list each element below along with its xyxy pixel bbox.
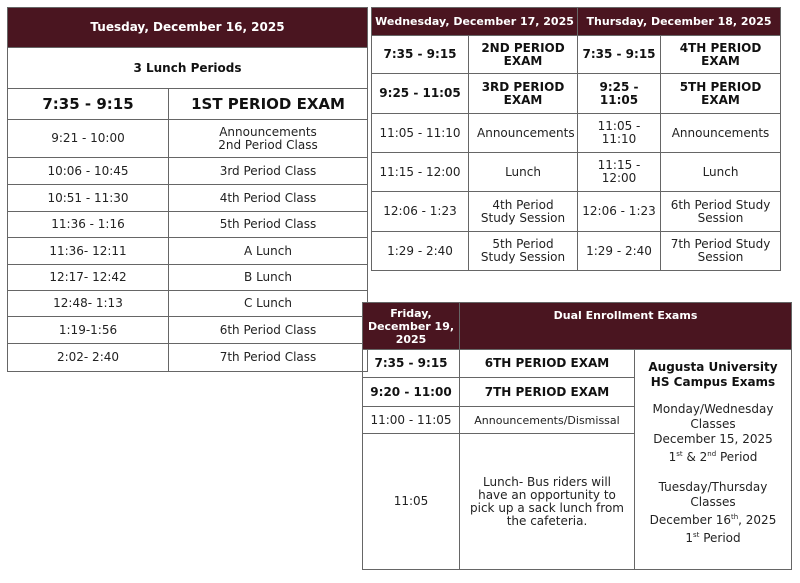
- dual-heading: Augusta University HS Campus Exams: [648, 360, 778, 389]
- thu-label-cell: 6th Period Study Session: [661, 192, 781, 232]
- label-cell: 6th Period Class: [169, 317, 368, 344]
- table-row: [8, 344, 368, 372]
- thu-label-cell: Lunch: [661, 153, 781, 192]
- table-row: [372, 153, 781, 192]
- label-cell: Announcements 2nd Period Class: [169, 120, 368, 158]
- exam-time: 7:35 - 9:15: [8, 89, 169, 120]
- wed-time-cell: 12:06 - 1:23: [372, 192, 469, 232]
- thursday-header: Thursday, December 18, 2025: [578, 8, 781, 36]
- thu-label-cell: Announcements: [661, 114, 781, 153]
- tt-classes: Tuesday/Thursday Classes: [658, 480, 768, 509]
- time-cell: 9:20 - 11:00: [363, 378, 460, 407]
- label-cell: 7th Period Class: [169, 344, 368, 372]
- time-cell: 10:06 - 10:45: [8, 158, 169, 185]
- time-cell: 12:17- 12:42: [8, 265, 169, 291]
- wed-time-cell: 11:05 - 11:10: [372, 114, 469, 153]
- thu-time-cell: 11:05 - 11:10: [578, 114, 661, 153]
- label-cell: C Lunch: [169, 291, 368, 317]
- table-row: [8, 185, 368, 212]
- thu-time-cell: 12:06 - 1:23: [578, 192, 661, 232]
- label-cell: Lunch- Bus riders will have an opportunity to pick up a sack lunch from the cafeteria.: [460, 434, 635, 570]
- friday-schedule-table: [362, 302, 792, 570]
- table-row: [8, 291, 368, 317]
- tt-periods: 1st Period: [685, 531, 741, 545]
- label-cell: 7TH PERIOD EXAM: [460, 378, 635, 407]
- label-cell: 4th Period Class: [169, 185, 368, 212]
- time-cell: 12:48- 1:13: [8, 291, 169, 317]
- tuesday-schedule-table: [7, 7, 368, 372]
- label-cell: Announcements/Dismissal: [460, 407, 635, 434]
- dual-enrollment-header: Dual Enrollment Exams: [460, 303, 792, 350]
- thu-time-cell: 7:35 - 9:15: [578, 36, 661, 74]
- wed-time-cell: 9:25 - 11:05: [372, 74, 469, 114]
- thu-time-cell: 1:29 - 2:40: [578, 232, 661, 271]
- time-cell: 11:36- 12:11: [8, 238, 169, 265]
- label-cell: B Lunch: [169, 265, 368, 291]
- label-cell: 3rd Period Class: [169, 158, 368, 185]
- table-row: [8, 265, 368, 291]
- wed-label-cell: 2ND PERIOD EXAM: [469, 36, 578, 74]
- table-row: [8, 212, 368, 238]
- table-row: [8, 120, 368, 158]
- tuesday-header: Tuesday, December 16, 2025: [8, 8, 368, 48]
- wed-label-cell: Lunch: [469, 153, 578, 192]
- table-row: [372, 192, 781, 232]
- mw-periods: 1st & 2nd Period: [668, 450, 758, 464]
- label-cell: A Lunch: [169, 238, 368, 265]
- thu-time-cell: 9:25 - 11:05: [578, 74, 661, 114]
- time-cell: 11:36 - 1:16: [8, 212, 169, 238]
- table-row: [8, 317, 368, 344]
- exam-label: 1ST PERIOD EXAM: [169, 89, 368, 120]
- wed-time-cell: 1:29 - 2:40: [372, 232, 469, 271]
- time-cell: 10:51 - 11:30: [8, 185, 169, 212]
- thu-time-cell: 11:15 - 12:00: [578, 153, 661, 192]
- wednesday-header: Wednesday, December 17, 2025: [372, 8, 578, 36]
- table-row: [372, 232, 781, 271]
- table-row: [372, 36, 781, 74]
- time-cell: 9:21 - 10:00: [8, 120, 169, 158]
- thu-label-cell: 7th Period Study Session: [661, 232, 781, 271]
- tt-date: December 16th, 2025: [649, 513, 777, 527]
- table-row: [8, 158, 368, 185]
- table-row: [372, 114, 781, 153]
- label-cell: 5th Period Class: [169, 212, 368, 238]
- wed-time-cell: 7:35 - 9:15: [372, 36, 469, 74]
- time-cell: 11:05: [363, 434, 460, 570]
- mw-classes: Monday/Wednesday Classes: [652, 402, 774, 431]
- label-cell: 6TH PERIOD EXAM: [460, 350, 635, 378]
- wed-label-cell: 3RD PERIOD EXAM: [469, 74, 578, 114]
- table-row: [8, 238, 368, 265]
- thu-label-cell: 5TH PERIOD EXAM: [661, 74, 781, 114]
- dual-enrollment-info: [635, 350, 792, 570]
- mw-date: December 15, 2025: [653, 432, 773, 446]
- lunch-periods-label: 3 Lunch Periods: [8, 48, 368, 89]
- time-cell: 2:02- 2:40: [8, 344, 169, 372]
- time-cell: 1:19-1:56: [8, 317, 169, 344]
- table-row: [372, 74, 781, 114]
- time-cell: 11:00 - 11:05: [363, 407, 460, 434]
- thu-label-cell: 4TH PERIOD EXAM: [661, 36, 781, 74]
- wed-thu-schedule-table: [371, 7, 781, 271]
- wed-time-cell: 11:15 - 12:00: [372, 153, 469, 192]
- wed-label-cell: 4th Period Study Session: [469, 192, 578, 232]
- time-cell: 7:35 - 9:15: [363, 350, 460, 378]
- friday-header: Friday, December 19, 2025: [363, 303, 460, 350]
- wed-label-cell: 5th Period Study Session: [469, 232, 578, 271]
- wed-label-cell: Announcements: [469, 114, 578, 153]
